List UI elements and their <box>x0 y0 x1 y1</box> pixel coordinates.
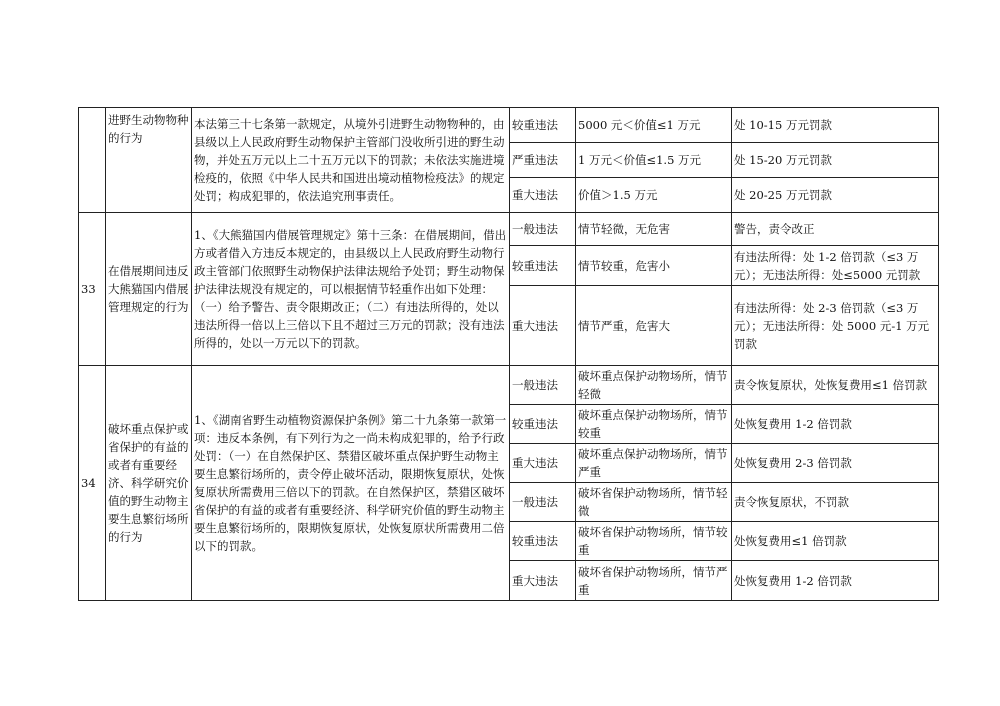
violation-level: 重大违法 <box>510 286 576 366</box>
table-row <box>79 108 939 143</box>
penalty-standard: 处 15-20 万元罚款 <box>732 143 939 178</box>
violation-level: 较重违法 <box>510 405 576 444</box>
legal-basis: 1、《大熊猫国内借展管理规定》第十三条：在借展期间，借出方或者借入方违反本规定的，由县级以上人民政府野生动物行政主管部门依照野生动物保护法律法规给予处罚；野生动物保护法律法规没有规定的，可以根据情节轻重作出如下处理：（一）给予警告、责令限期改正；（二）有违法所得的，处以违法所得一倍以上三倍以下且不超过三万元的罚款；没有违法所得的，处以一万元以下的罚款。 <box>192 213 510 366</box>
legal-basis: 本法第三十七条第一款规定，从境外引进野生动物物种的，由县级以上人民政府野生动物保护主管部门没收所引进的野生动物，并处五万元以上二十五万元以下的罚款；未依法实施进境检疫的，依照《中华人民共和国进出境动植物检疫法》的规定处罚；构成犯罪的，依法追究刑事责任。 <box>192 108 510 213</box>
violation-circumstance: 破坏重点保护动物场所，情节轻微 <box>576 366 732 405</box>
table-row <box>79 366 939 405</box>
violation-circumstance: 情节较重，危害小 <box>576 246 732 286</box>
table-row <box>79 213 939 246</box>
violation-circumstance: 价值＞1.5 万元 <box>576 178 732 213</box>
penalty-standard: 有违法所得：处 1-2 倍罚款（≤3 万元）；无违法所得：处≤5000 元罚款 <box>732 246 939 286</box>
violation-level: 较重违法 <box>510 522 576 561</box>
violation-level: 一般违法 <box>510 366 576 405</box>
violation-circumstance: 5000 元＜价值≤1 万元 <box>576 108 732 143</box>
violation-circumstance: 情节轻微，无危害 <box>576 213 732 246</box>
penalty-standard: 处恢复费用 2-3 倍罚款 <box>732 444 939 483</box>
violation-circumstance: 破坏省保护动物场所，情节较重 <box>576 522 732 561</box>
penalty-standards-table <box>78 107 939 601</box>
violation-behavior: 进野生动物物种的行为 <box>106 108 192 213</box>
penalty-standard: 责令恢复原状，不罚款 <box>732 483 939 522</box>
violation-circumstance: 破坏省保护动物场所，情节轻微 <box>576 483 732 522</box>
violation-level: 严重违法 <box>510 143 576 178</box>
violation-level: 重大违法 <box>510 444 576 483</box>
penalty-standard: 处 20-25 万元罚款 <box>732 178 939 213</box>
penalty-standard: 责令恢复原状，处恢复费用≤1 倍罚款 <box>732 366 939 405</box>
item-number <box>79 108 106 213</box>
violation-level: 较重违法 <box>510 246 576 286</box>
penalty-standard: 警告，责令改正 <box>732 213 939 246</box>
legal-basis: 1、《湖南省野生动植物资源保护条例》第二十九条第一款第一项：违反本条例，有下列行为之一尚未构成犯罪的，给予行政处罚：（一）在自然保护区、禁猎区破坏重点保护野生动物主要生息繁衍场所的，责令停止破坏活动，限期恢复原状，处恢复原状所需费用三倍以下的罚款。在自然保护区，禁猎区破坏省保护的有益的或者有重要经济、科学研究价值的野生动物主要生息繁衍场所的，限期恢复原状，处恢复原状所需费用二倍以下的罚款。 <box>192 366 510 601</box>
item-number: 33 <box>79 213 106 366</box>
penalty-standard: 有违法所得：处 2-3 倍罚款（≤3 万元）；无违法所得：处 5000 元-1 万元罚款 <box>732 286 939 366</box>
penalty-standard: 处 10-15 万元罚款 <box>732 108 939 143</box>
violation-level: 一般违法 <box>510 213 576 246</box>
violation-behavior: 在借展期间违反大熊猫国内借展管理规定的行为 <box>106 213 192 366</box>
penalty-standard: 处恢复费用≤1 倍罚款 <box>732 522 939 561</box>
violation-circumstance: 破坏重点保护动物场所，情节较重 <box>576 405 732 444</box>
violation-level: 较重违法 <box>510 108 576 143</box>
violation-level: 重大违法 <box>510 561 576 601</box>
violation-circumstance: 破坏重点保护动物场所，情节严重 <box>576 444 732 483</box>
violation-level: 重大违法 <box>510 178 576 213</box>
violation-circumstance: 破坏省保护动物场所，情节严重 <box>576 561 732 601</box>
violation-level: 一般违法 <box>510 483 576 522</box>
item-number: 34 <box>79 366 106 601</box>
penalty-standard: 处恢复费用 1-2 倍罚款 <box>732 405 939 444</box>
violation-circumstance: 情节严重，危害大 <box>576 286 732 366</box>
penalty-standard: 处恢复费用 1-2 倍罚款 <box>732 561 939 601</box>
violation-circumstance: 1 万元＜价值≤1.5 万元 <box>576 143 732 178</box>
violation-behavior: 破坏重点保护或省保护的有益的或者有重要经济、科学研究价值的野生动物主要生息繁衍场所的行为 <box>106 366 192 601</box>
